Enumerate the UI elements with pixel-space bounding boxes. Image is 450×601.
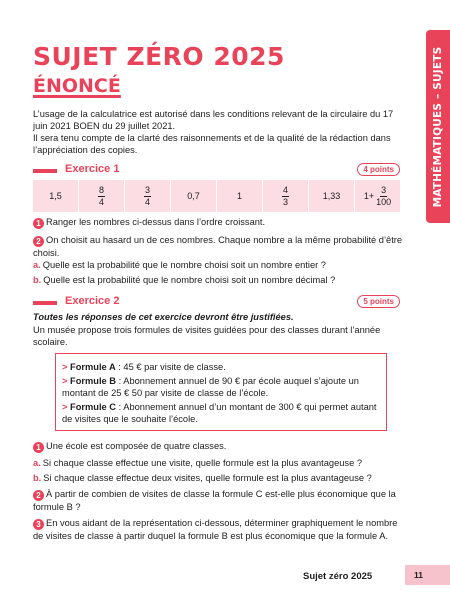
question-text: Quelle est la probabilité que le nombre choisi soit un nombre entier ? bbox=[42, 260, 326, 270]
question-letter: b. bbox=[33, 473, 42, 483]
formula-b bbox=[62, 375, 380, 399]
question-text: Quelle est la probabilité que le nombre choisi soit un nombre décimal ? bbox=[43, 275, 336, 285]
exercise-1-question-1 bbox=[33, 216, 403, 229]
numerator: 3 bbox=[381, 184, 387, 195]
number-cell bbox=[355, 180, 400, 212]
formula-label: Formule B bbox=[70, 376, 117, 386]
question-text: On choisit au hasard un de ces nombres. Chaque nombre a la même probabilité d’être choisi. bbox=[33, 235, 403, 258]
arrow-icon: > bbox=[62, 376, 68, 386]
exercise-1-question-2a bbox=[33, 259, 403, 271]
footer-title: Sujet zéro 2025 bbox=[303, 571, 373, 582]
page-number bbox=[405, 565, 450, 585]
section-title: ÉNONCÉ bbox=[33, 75, 121, 97]
page-title: SUJET ZÉRO 2025 bbox=[33, 42, 285, 71]
formula-text: : Abonnement annuel de 90 € par école auquel s’ajoute un montant de 25 € 50 par visite de classe de l’école. bbox=[62, 376, 359, 398]
number-value: 0,7 bbox=[187, 191, 200, 201]
fraction bbox=[376, 185, 391, 208]
question-number-badge: 3 bbox=[33, 519, 44, 530]
denominator: 100 bbox=[376, 196, 392, 207]
exercise-2-points: 5 points bbox=[357, 295, 400, 308]
number-cell bbox=[171, 180, 217, 212]
question-text: Si chaque classe effectue deux visites, quelle formule est la plus avantageuse ? bbox=[43, 473, 372, 483]
question-letter: b. bbox=[33, 275, 42, 285]
side-tab-label: MATHÉMATIQUES – SUJETS bbox=[432, 46, 444, 207]
number-cell bbox=[125, 180, 171, 212]
question-text: Une école est composée de quatre classes. bbox=[46, 441, 227, 451]
arrow-icon: > bbox=[62, 402, 68, 412]
side-tab bbox=[426, 30, 450, 223]
question-number-badge: 1 bbox=[33, 442, 44, 453]
exercise-1-question-2b bbox=[33, 274, 403, 286]
numerator: 8 bbox=[98, 184, 104, 195]
question-number-badge: 2 bbox=[33, 236, 44, 247]
formula-a bbox=[62, 361, 380, 373]
mixed-number bbox=[364, 185, 391, 208]
number-cell bbox=[309, 180, 355, 212]
denominator: 4 bbox=[98, 196, 104, 207]
question-letter: a. bbox=[33, 260, 41, 270]
exercise-2-intro: Un musée propose trois formules de visites guidées pour des classes durant l’année scolaire. bbox=[33, 325, 381, 347]
numerator: 4 bbox=[282, 184, 288, 195]
number-cell bbox=[217, 180, 263, 212]
exercise-2-title: Exercice 2 bbox=[65, 295, 120, 307]
question-number-badge: 1 bbox=[33, 218, 44, 229]
exercise-2-question-1 bbox=[33, 440, 403, 453]
question-text: Si chaque classe effectue une visite, quelle formule est la plus avantageuse ? bbox=[42, 458, 362, 468]
denominator: 4 bbox=[144, 196, 150, 207]
number-value: 1 bbox=[236, 191, 242, 201]
exercise-2-question-1b bbox=[33, 472, 403, 484]
number-cell bbox=[33, 180, 79, 212]
arrow-icon: > bbox=[62, 362, 68, 372]
denominator: 3 bbox=[282, 196, 288, 207]
question-text: Ranger les nombres ci-dessus dans l’ordre croissant. bbox=[46, 217, 266, 227]
question-text: En vous aidant de la représentation ci-dessous, déterminer graphiquement le nombre de visites de classe à partir duquel la formule B est plus économique que la formule A. bbox=[33, 518, 398, 541]
formula-text: : 45 € par visite de classe. bbox=[115, 362, 226, 372]
exercise-2-question-1a bbox=[33, 457, 403, 469]
formula-c bbox=[62, 401, 380, 425]
exercise-1-question-2 bbox=[33, 234, 403, 259]
intro-paragraph-1: L’usage de la calculatrice est autorisé dans les conditions relevant de la circulaire du 17 juin 2021 BOEN du 29 juillet 2021. bbox=[33, 109, 394, 131]
question-number-badge: 2 bbox=[33, 490, 44, 501]
number-prefix: 1+ bbox=[363, 191, 375, 201]
exercise-1-header bbox=[33, 163, 400, 177]
number-cell bbox=[263, 180, 309, 212]
formula-text: : Abonnement annuel d’un montant de 300 € qui permet autant de visites que le souhaite l’école. bbox=[62, 402, 377, 424]
fraction bbox=[98, 185, 105, 208]
fraction bbox=[282, 185, 289, 208]
page-number-value: 11 bbox=[414, 570, 423, 580]
number-cell bbox=[79, 180, 125, 212]
exercise-1-title: Exercice 1 bbox=[65, 163, 120, 175]
exercise-2-question-3 bbox=[33, 517, 403, 542]
number-value: 1,5 bbox=[49, 191, 62, 201]
formula-box bbox=[55, 353, 387, 431]
exercise-2-header bbox=[33, 295, 400, 309]
question-text: À partir de combien de visites de classe la formule C est-elle plus économique que la formule B ? bbox=[33, 489, 396, 512]
exercise-1-points: 4 points bbox=[357, 163, 400, 176]
formula-label: Formule A bbox=[70, 362, 116, 372]
numerator: 3 bbox=[144, 184, 150, 195]
fraction bbox=[144, 185, 151, 208]
exercise-2-note: Toutes les réponses de cet exercice devront être justifiées. bbox=[33, 312, 294, 322]
formula-label: Formule C bbox=[70, 402, 117, 412]
question-letter: a. bbox=[33, 458, 41, 468]
intro-paragraph-2: Il sera tenu compte de la clarté des raisonnements et de la qualité de la rédaction dans l’appréciation des copies. bbox=[33, 133, 391, 155]
number-value: 1,33 bbox=[322, 191, 341, 201]
exercise-bar bbox=[33, 169, 57, 173]
exercise-2-question-2 bbox=[33, 488, 403, 513]
exercise-bar bbox=[33, 301, 57, 305]
numbers-table bbox=[33, 180, 400, 212]
